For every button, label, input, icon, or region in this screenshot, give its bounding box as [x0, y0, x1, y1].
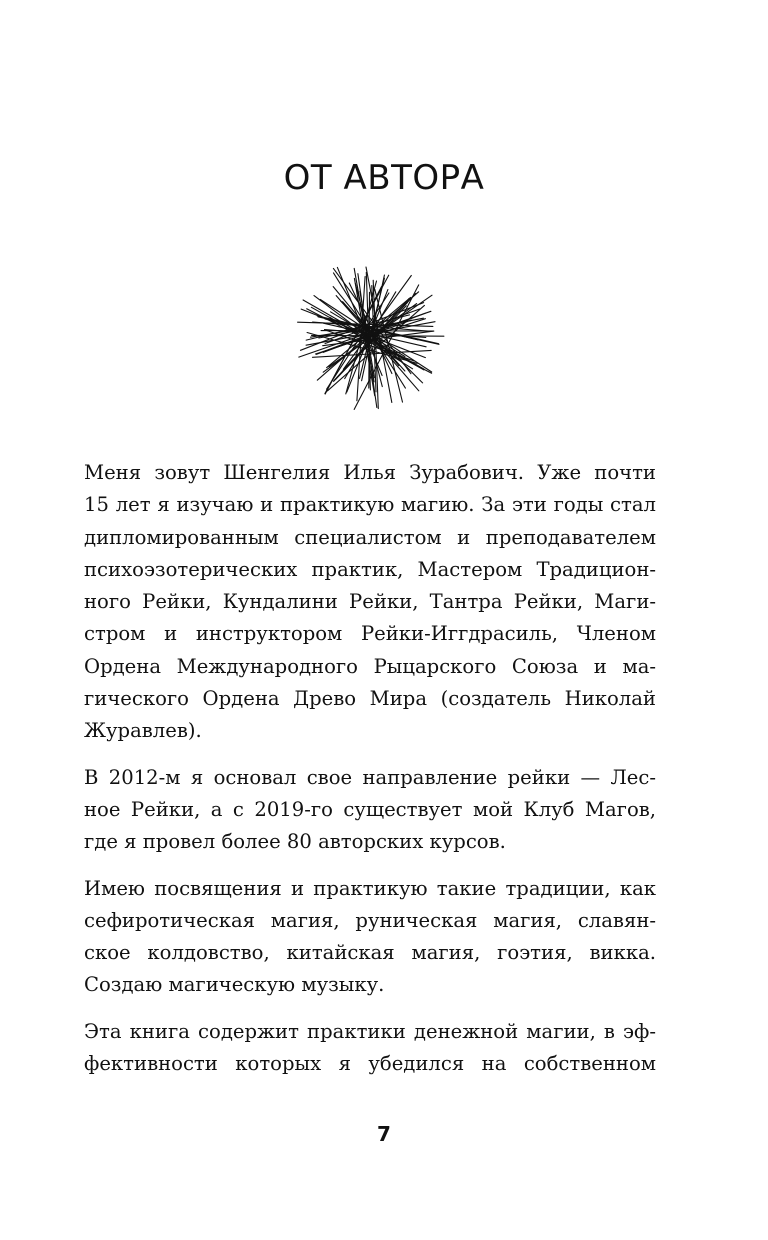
text-line: гического Ордена Древо Мира (создатель Николай — [84, 687, 656, 711]
text-line: стром и инструктором Рейки-Иггдрасиль, Членом — [84, 622, 656, 646]
paragraph-2 — [84, 762, 656, 859]
text-line: сефиротическая магия, руническая магия, славян- — [84, 908, 656, 932]
text-line: Эта книга содержит практики денежной магии, в эф- — [84, 1019, 656, 1043]
text-line: ное Рейки, а с 2019-го существует мой Клуб Магов, — [84, 797, 656, 821]
text-line: дипломированным специалистом и преподавателем — [84, 525, 656, 549]
text-line: Имею посвящения и практикую такие традиции, как — [84, 876, 656, 900]
text-line: Создаю магическую музыку. — [84, 973, 385, 997]
page-number: 7 — [377, 1122, 391, 1146]
text-line: Ордена Международного Рыцарского Союза и ма- — [84, 654, 656, 678]
text-line: В 2012-м я основал свое направление рейки — Лес- — [84, 765, 656, 789]
paragraph-3 — [84, 873, 656, 1002]
text-line: 15 лет я изучаю и практикую магию. За эти годы стал — [84, 493, 656, 517]
text-line: где я провел более 80 авторских курсов. — [84, 830, 506, 854]
body-text — [84, 457, 656, 1094]
text-line: Журавлев). — [84, 719, 202, 743]
text-line: Меня зовут Шенгелия Илья Зурабович. Уже почти — [84, 461, 656, 484]
text-line: фективности которых я убедился на собственном — [84, 1052, 656, 1076]
text-line: психоэзотерических практик, Мастером Традицион- — [84, 557, 656, 581]
paragraph-1 — [84, 457, 656, 748]
page-title: ОТ АВТОРА — [283, 158, 485, 198]
text-line: ного Рейки, Кундалини Рейки, Тантра Рейки, Маги- — [84, 590, 656, 614]
paragraph-4 — [84, 1016, 656, 1081]
starburst-ornament-icon — [290, 256, 448, 414]
text-line: ское колдовство, китайская магия, гоэтия, викка. — [84, 941, 656, 965]
ornament-stroke — [321, 331, 433, 332]
